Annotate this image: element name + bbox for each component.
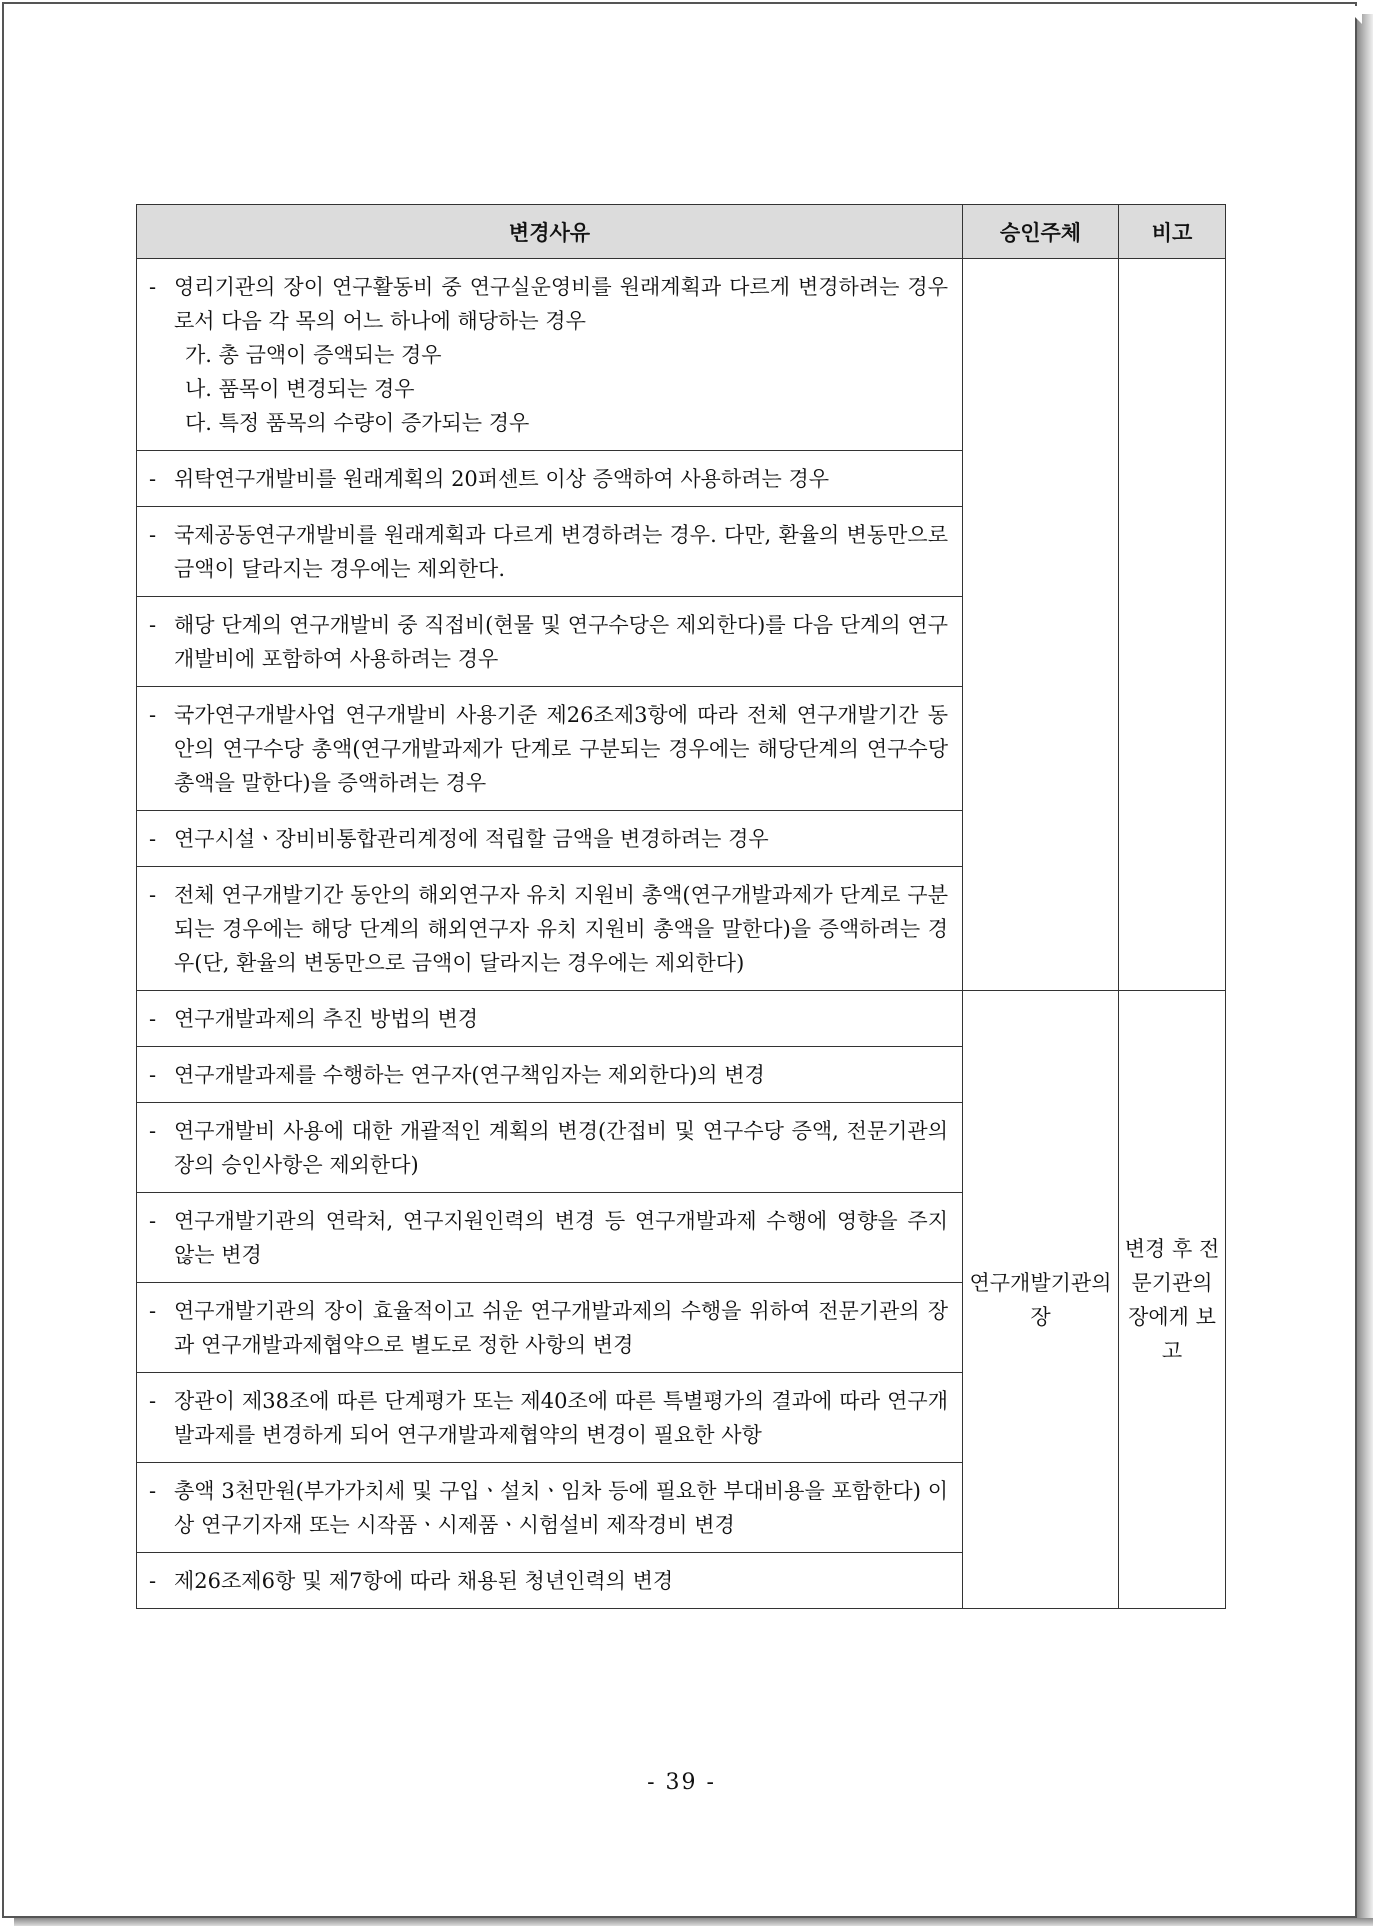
reason-cell bbox=[137, 259, 963, 451]
bullet-dash: - bbox=[149, 1209, 157, 1233]
reason-text: 연구개발과제를 수행하는 연구자(연구책임자는 제외한다)의 변경 bbox=[174, 1063, 765, 1087]
change-reason-table bbox=[136, 204, 1226, 1609]
bullet-dash: - bbox=[149, 523, 157, 547]
header-remarks: 비고 bbox=[1119, 205, 1226, 259]
reason-text: 연구개발비 사용에 대한 개괄적인 계획의 변경(간접비 및 연구수당 증액, 전문기관의 장의 승인사항은 제외한다) bbox=[174, 1119, 948, 1177]
reason-cell bbox=[137, 811, 963, 867]
reason-text: 총액 3천만원(부가가치세 및 구입ㆍ설치ㆍ임차 등에 필요한 부대비용을 포함한다) 이상 연구기자재 또는 시작품ㆍ시제품ㆍ시험설비 제작경비 변경 bbox=[174, 1479, 948, 1537]
remarks-cell-group2: 변경 후 전문기관의 장에게 보고 bbox=[1119, 991, 1226, 1609]
header-approver: 승인주체 bbox=[963, 205, 1119, 259]
table-header-row bbox=[137, 205, 1226, 259]
page-corner-fold bbox=[1344, 6, 1362, 24]
bullet-dash: - bbox=[149, 1063, 157, 1087]
bullet-dash: - bbox=[149, 1119, 157, 1143]
reason-cell bbox=[137, 1553, 963, 1609]
reason-cell bbox=[137, 867, 963, 991]
reason-text: 장관이 제38조에 따른 단계평가 또는 제40조에 따른 특별평가의 결과에 따라 연구개발과제를 변경하게 되어 연구개발과제협약의 변경이 필요한 사항 bbox=[174, 1389, 948, 1447]
reason-text: 전체 연구개발기간 동안의 해외연구자 유치 지원비 총액(연구개발과제가 단계로 구분되는 경우에는 해당 단계의 해외연구자 유치 지원비 총액을 말한다)을 증액하려는 경우(단, 환율의 변동만으로 금액이 달라지는 경우에는 제외한다) bbox=[174, 883, 948, 975]
bullet-dash: - bbox=[149, 703, 157, 727]
reason-cell bbox=[137, 1283, 963, 1373]
bullet-dash: - bbox=[149, 467, 157, 491]
document-page bbox=[2, 2, 1357, 1918]
table-row bbox=[137, 259, 1226, 451]
reason-text: 국가연구개발사업 연구개발비 사용기준 제26조제3항에 따라 전체 연구개발기간 동안의 연구수당 총액(연구개발과제가 단계로 구분되는 경우에는 해당단계의 연구수당 총액을 말한다)을 증액하려는 경우 bbox=[174, 703, 948, 795]
approver-cell-group1 bbox=[963, 259, 1119, 991]
bullet-dash: - bbox=[149, 883, 157, 907]
page-number: - 39 - bbox=[647, 1770, 716, 1795]
reason-cell bbox=[137, 1103, 963, 1193]
remarks-cell-group1 bbox=[1119, 259, 1226, 991]
bullet-dash: - bbox=[149, 1299, 157, 1323]
reason-cell bbox=[137, 687, 963, 811]
reason-text: 연구개발기관의 장이 효율적이고 쉬운 연구개발과제의 수행을 위하여 전문기관의 장과 연구개발과제협약으로 별도로 정한 사항의 변경 bbox=[174, 1299, 948, 1357]
reason-text: 해당 단계의 연구개발비 중 직접비(현물 및 연구수당은 제외한다)를 다음 단계의 연구개발비에 포함하여 사용하려는 경우 bbox=[174, 613, 948, 671]
bullet-dash: - bbox=[149, 613, 157, 637]
bullet-dash: - bbox=[149, 1389, 157, 1413]
bullet-dash: - bbox=[149, 1569, 157, 1593]
bullet-dash: - bbox=[149, 827, 157, 851]
reason-text: 국제공동연구개발비를 원래계획과 다르게 변경하려는 경우. 다만, 환율의 변동만으로 금액이 달라지는 경우에는 제외한다. bbox=[174, 523, 948, 581]
approver-cell-group2: 연구개발기관의 장 bbox=[963, 991, 1119, 1609]
bullet-dash: - bbox=[149, 1479, 157, 1503]
reason-cell bbox=[137, 991, 963, 1047]
reason-cell bbox=[137, 1463, 963, 1553]
reason-text: 영리기관의 장이 연구활동비 중 연구실운영비를 원래계획과 다르게 변경하려는 경우로서 다음 각 목의 어느 하나에 해당하는 경우 bbox=[174, 275, 948, 333]
page-shadow-bottom bbox=[14, 1918, 1373, 1926]
reason-text: 연구개발기관의 연락처, 연구지원인력의 변경 등 연구개발과제 수행에 영향을 주지 않는 변경 bbox=[174, 1209, 948, 1267]
sub-item: 가. 총 금액이 증액되는 경우 bbox=[185, 343, 442, 367]
table-row bbox=[137, 991, 1226, 1047]
sub-item: 나. 품목이 변경되는 경우 bbox=[185, 377, 415, 401]
reason-text: 연구시설ㆍ장비비통합관리계정에 적립할 금액을 변경하려는 경우 bbox=[174, 827, 769, 851]
reason-cell bbox=[137, 507, 963, 597]
page-shadow bbox=[1357, 14, 1373, 1922]
reason-text: 제26조제6항 및 제7항에 따라 채용된 청년인력의 변경 bbox=[174, 1569, 674, 1593]
reason-cell bbox=[137, 451, 963, 507]
reason-cell bbox=[137, 597, 963, 687]
sub-item: 다. 특정 품목의 수량이 증가되는 경우 bbox=[185, 411, 530, 435]
reason-cell bbox=[137, 1373, 963, 1463]
reason-cell bbox=[137, 1047, 963, 1103]
reason-cell bbox=[137, 1193, 963, 1283]
header-reason: 변경사유 bbox=[137, 205, 963, 259]
bullet-dash: - bbox=[149, 275, 157, 299]
reason-text: 연구개발과제의 추진 방법의 변경 bbox=[174, 1007, 479, 1031]
bullet-dash: - bbox=[149, 1007, 157, 1031]
reason-text: 위탁연구개발비를 원래계획의 20퍼센트 이상 증액하여 사용하려는 경우 bbox=[174, 467, 830, 491]
